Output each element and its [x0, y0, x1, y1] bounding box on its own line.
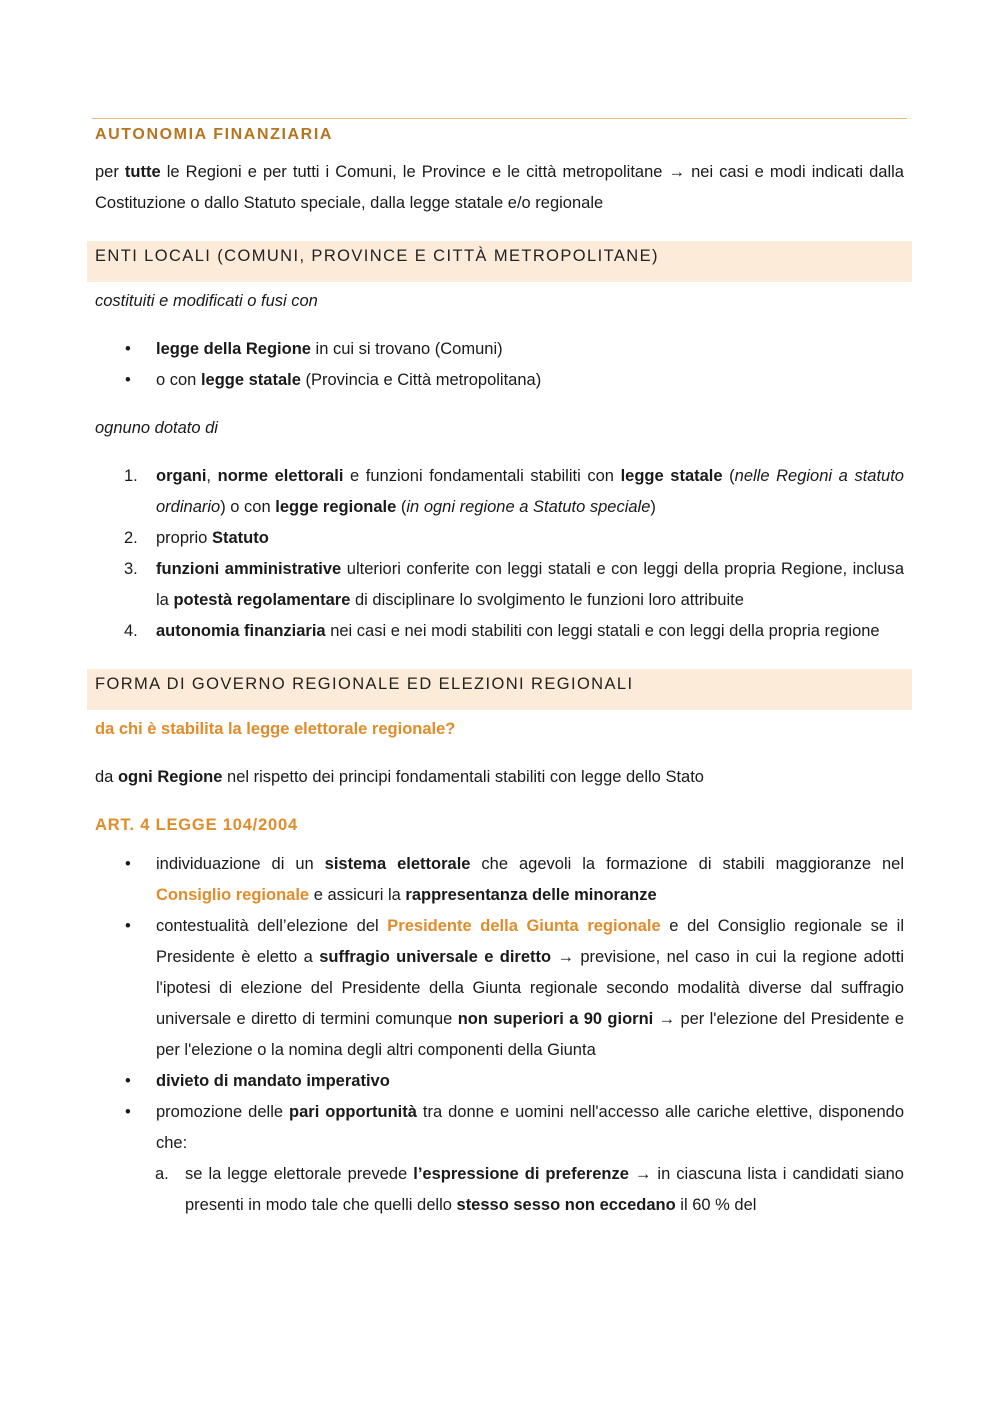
band-title: FORMA DI GOVERNO REGIONALE ED ELEZIONI REGIONALI — [95, 675, 634, 693]
bold-text: potestà regolamentare — [173, 591, 351, 609]
list-item — [95, 616, 904, 647]
bold-text: non superiori a 90 giorni — [457, 1010, 654, 1028]
text: nei casi e nei modi stabiliti con leggi statali e con leggi della propria regione — [325, 622, 880, 640]
autonomia-paragraph — [95, 157, 904, 219]
text: e funzioni fondamentali stabiliti con — [343, 467, 621, 485]
text: ) — [650, 498, 656, 516]
text: , — [206, 467, 218, 485]
answer-paragraph — [95, 762, 904, 793]
list-letter: a. — [155, 1165, 169, 1183]
text: o con — [156, 371, 201, 389]
bold-text: pari opportunità — [289, 1103, 417, 1121]
list-number: 3. — [124, 560, 138, 578]
text: se la legge elettorale prevede — [185, 1165, 414, 1183]
list-item — [95, 523, 904, 554]
article-bullet-list — [95, 849, 904, 1159]
text: → per l'elezione del Presidente e per l'elezione o la nomina degli altri componenti della Giunta — [156, 1010, 905, 1059]
text: da — [95, 768, 118, 786]
bold-text: tutte — [124, 163, 161, 181]
band-title: ENTI LOCALI (COMUNI, PROVINCE E CITTÀ METROPOLITANE) — [95, 247, 659, 265]
bold-text: Statuto — [211, 529, 269, 547]
italic-text: nelle Regioni a statuto ordinario — [156, 467, 904, 516]
bold-text: ogni Regione — [117, 768, 223, 786]
highlight-text: Consiglio regionale — [156, 886, 310, 904]
section-band-forma-governo — [87, 669, 912, 710]
text: per — [95, 163, 125, 181]
article-heading: ART. 4 LEGGE 104/2004 — [95, 816, 298, 834]
text: ) o con — [220, 498, 276, 516]
enti-intro-2: ognuno dotato di — [95, 419, 218, 437]
text: che agevoli la formazione di stabili maggioranze nel — [470, 855, 904, 873]
text: il 60 % del — [675, 1196, 757, 1214]
text: individuazione di un — [156, 855, 325, 873]
bold-text: l’espressione di preferenze — [413, 1165, 629, 1183]
text: di disciplinare lo svolgimento le funzioni loro attribuite — [350, 591, 744, 609]
text: ( — [396, 498, 407, 516]
list-number: 2. — [124, 529, 138, 547]
text: ulteriori conferite con leggi statali e con leggi della propria Regione, inclusa la — [156, 560, 904, 609]
bold-text: sistema elettorale — [324, 855, 471, 873]
bold-text: norme elettorali — [217, 467, 344, 485]
text: promozione delle — [156, 1103, 290, 1121]
bullet-icon: • — [125, 1103, 131, 1121]
bold-text: autonomia finanziaria — [156, 622, 326, 640]
bullet-icon: • — [125, 917, 131, 935]
list-item — [95, 365, 904, 396]
text: nel rispetto dei principi fondamentali stabiliti con legge dello Stato — [222, 768, 704, 786]
sub-list — [95, 1159, 904, 1221]
highlight-text: Presidente della Giunta regionale — [387, 917, 661, 935]
text: in cui si trovano (Comuni) — [310, 340, 503, 358]
bullet-icon: • — [125, 340, 131, 358]
list-item — [95, 911, 904, 1066]
list-item — [95, 334, 904, 365]
text: proprio — [156, 529, 212, 547]
bold-text: divieto di mandato imperativo — [156, 1072, 390, 1090]
bold-text: rappresentanza delle minoranze — [405, 886, 657, 904]
section-band-enti-locali — [87, 241, 912, 282]
text: le Regioni e per tutti i Comuni, le Province e le città metropolitane → nei casi e modi indicati dalla Costituzione o dallo Statuto speciale, dalla legge statale e/o regionale — [95, 163, 904, 212]
bold-text: legge della Regione — [156, 340, 311, 358]
list-item — [95, 461, 904, 523]
bold-text: suffragio universale e diretto — [319, 948, 552, 966]
enti-bullet-list — [95, 334, 904, 396]
bold-text: funzioni amministrative — [156, 560, 342, 578]
list-number: 4. — [124, 622, 138, 640]
italic-text: in ogni regione a Statuto speciale — [406, 498, 651, 516]
text: → in ciascuna lista i candidati siano presenti in modo tale che quelli dello — [185, 1165, 904, 1214]
list-item — [95, 554, 904, 616]
bullet-icon: • — [125, 371, 131, 389]
enti-numbered-list — [95, 461, 904, 647]
bold-text: legge statale — [620, 467, 723, 485]
text: tra donne e uomini nell'accesso alle cariche elettive, disponendo che: — [156, 1103, 905, 1152]
question-heading: da chi è stabilita la legge elettorale regionale? — [95, 720, 456, 738]
bullet-icon: • — [125, 855, 131, 873]
text: → previsione, nel caso in cui la regione adotti l'ipotesi di elezione del Presidente della Giunta regionale secondo modalità diverse dal suffragio universale e diretto di termini comunque — [156, 948, 904, 1028]
list-item — [95, 1159, 904, 1221]
list-item — [95, 1097, 904, 1159]
list-number: 1. — [124, 467, 138, 485]
section-title-autonomia: AUTONOMIA FINANZIARIA — [95, 126, 334, 143]
enti-intro: costituiti e modificati o fusi con — [95, 292, 318, 310]
bold-text: organi — [156, 467, 207, 485]
bold-text: legge statale — [200, 371, 301, 389]
text: contestualità dell’elezione del — [156, 917, 388, 935]
text: ( — [722, 467, 735, 485]
page-content — [95, 118, 904, 1221]
list-item — [95, 1066, 904, 1097]
bold-text: stesso sesso non eccedano — [456, 1196, 676, 1214]
text: (Provincia e Città metropolitana) — [300, 371, 542, 389]
bold-text: legge regionale — [275, 498, 397, 516]
text: e del Consiglio regionale se il Presidente è eletto a — [156, 917, 905, 966]
list-item — [95, 849, 904, 911]
bullet-icon: • — [125, 1072, 131, 1090]
text: e assicuri la — [309, 886, 406, 904]
